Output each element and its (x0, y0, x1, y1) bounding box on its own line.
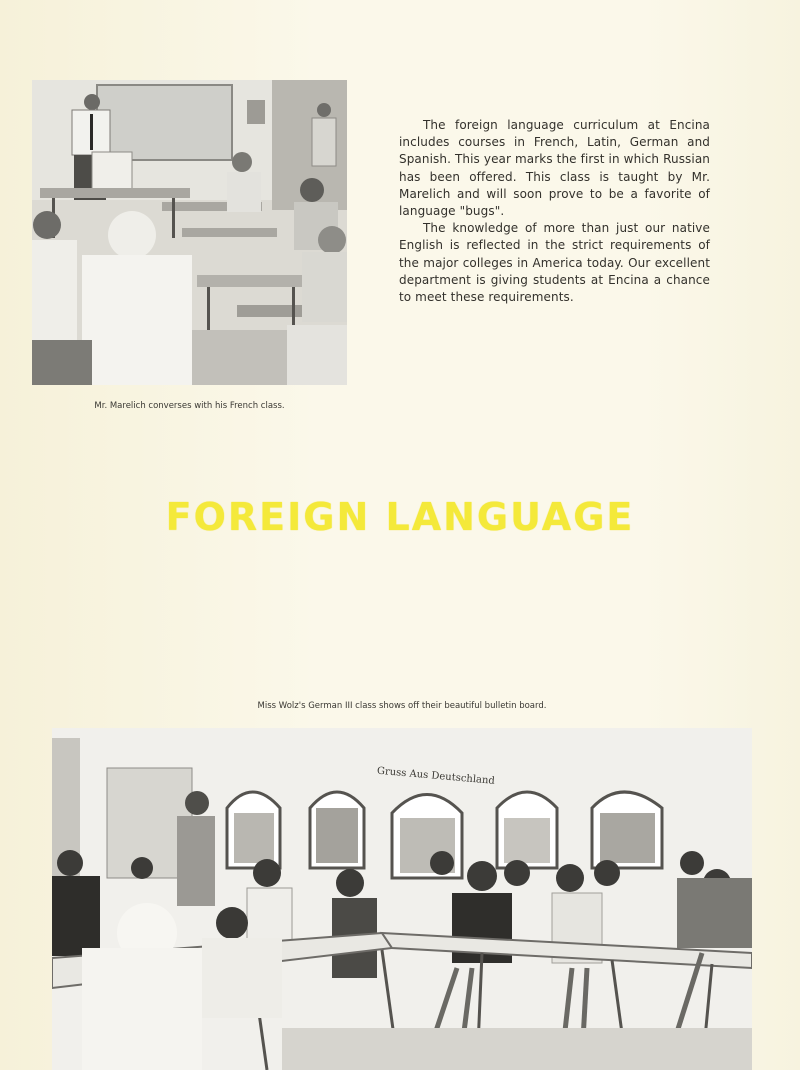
article-paragraph-1: The foreign language curriculum at Encina includes courses in French, Latin, German and Spanish. This year marks the first in which Russian has been offered. This class is taught by Mr. Marelich and will soon prove to be a favorite of language "bugs". (399, 118, 710, 219)
french-class-caption: Mr. Marelich converses with his French class. (94, 401, 285, 411)
bulletin-banner-text: Gruss Aus Deutschland (376, 765, 496, 787)
french-class-photo (32, 80, 347, 385)
article-body (399, 117, 710, 306)
german-class-caption: Miss Wolz's German III class shows off their beautiful bulletin board. (257, 701, 547, 711)
section-title: FOREIGN LANGUAGE (165, 495, 635, 539)
german-class-photo (52, 728, 752, 1070)
article-paragraph-2: The knowledge of more than just our native English is reflected in the strict requirements of the major colleges in America today. Our excellent department is giving students at Encina a chance to meet these requirements. (399, 221, 710, 305)
